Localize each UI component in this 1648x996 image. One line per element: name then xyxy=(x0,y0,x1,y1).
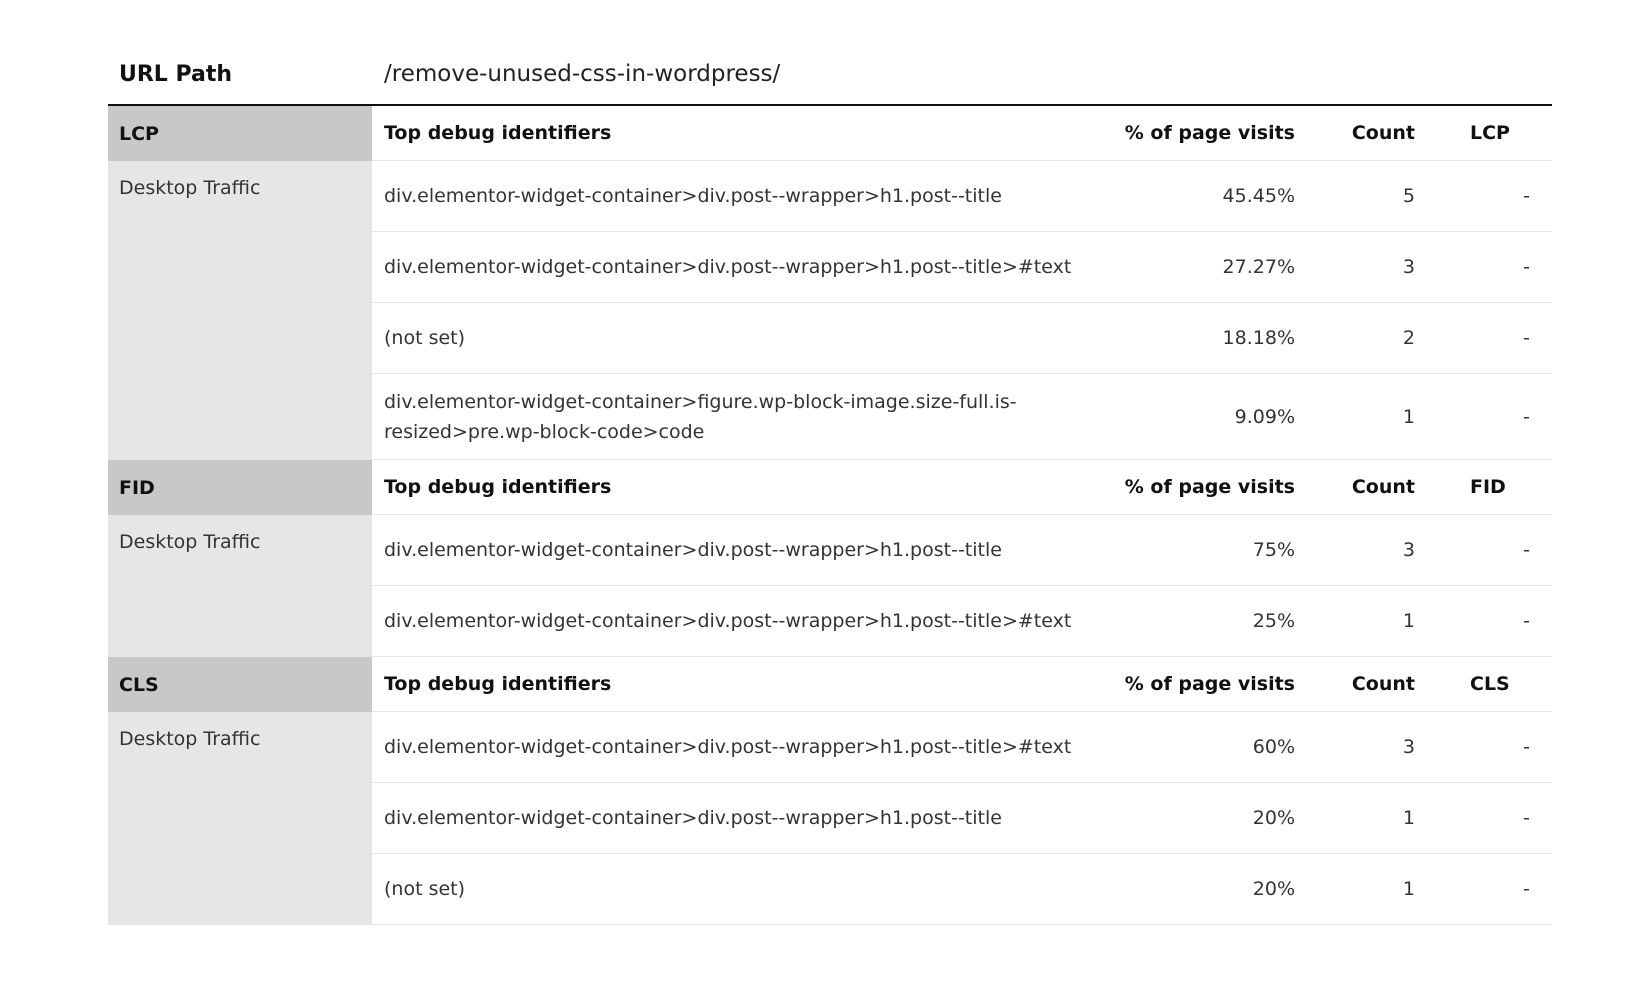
metric-value: - xyxy=(1523,405,1530,428)
table-header-row xyxy=(372,460,1552,515)
pct-of-visits: 75% xyxy=(1252,539,1295,561)
column-header-identifiers: Top debug identifiers xyxy=(384,476,612,498)
traffic-label: Desktop Traffic xyxy=(119,177,261,199)
pct-of-visits: 20% xyxy=(1252,807,1295,829)
debug-identifier: div.elementor-widget-container>div.post--wrapper>h1.post--title xyxy=(384,185,1002,207)
metric-name: CLS xyxy=(108,657,372,712)
debug-identifier: div.elementor-widget-container>div.post--wrapper>h1.post--title>#text xyxy=(384,256,1072,278)
section-lcp xyxy=(108,106,1552,460)
column-header-pct: % of page visits xyxy=(1124,476,1295,498)
debug-identifier: (not set) xyxy=(384,327,466,349)
section-side-fid xyxy=(108,460,372,657)
debug-identifier: (not set) xyxy=(384,878,466,900)
pct-of-visits: 45.45% xyxy=(1222,185,1295,207)
metric-value: - xyxy=(1523,539,1530,561)
pct-of-visits: 9.09% xyxy=(1234,405,1295,428)
visit-count: 3 xyxy=(1402,736,1415,758)
url-path-value: /remove-unused-css-in-wordpress/ xyxy=(384,61,781,87)
section-side-cls xyxy=(108,657,372,925)
metric-value: - xyxy=(1523,878,1530,900)
debug-identifier: div.elementor-widget-container>div.post--wrapper>h1.post--title>#text xyxy=(384,736,1072,758)
debug-identifier: div.elementor-widget-container>div.post--wrapper>h1.post--title xyxy=(384,539,1002,561)
visit-count: 1 xyxy=(1402,878,1415,900)
column-header-metric: FID xyxy=(1470,476,1506,498)
metric-name: LCP xyxy=(108,106,372,161)
metric-value: - xyxy=(1523,736,1530,758)
visit-count: 1 xyxy=(1402,405,1415,428)
metric-value: - xyxy=(1523,807,1530,829)
column-header-identifiers: Top debug identifiers xyxy=(384,122,612,144)
metric-value: - xyxy=(1523,610,1530,632)
url-path-label: URL Path xyxy=(119,61,233,87)
column-header-count: Count xyxy=(1351,122,1415,144)
url-path-row xyxy=(108,44,1552,106)
metric-value: - xyxy=(1523,327,1530,349)
visit-count: 1 xyxy=(1402,807,1415,829)
visit-count: 3 xyxy=(1402,256,1415,278)
visit-count: 5 xyxy=(1402,185,1415,207)
table-row xyxy=(372,161,1552,232)
section-side-lcp xyxy=(108,106,372,460)
web-vitals-debug-report xyxy=(108,44,1552,925)
pct-of-visits: 60% xyxy=(1252,736,1295,758)
visit-count: 1 xyxy=(1402,610,1415,632)
debug-table-fid xyxy=(372,460,1552,657)
column-header-pct: % of page visits xyxy=(1124,673,1295,695)
column-header-pct: % of page visits xyxy=(1124,122,1295,144)
column-header-count: Count xyxy=(1351,673,1415,695)
traffic-label: Desktop Traffic xyxy=(119,531,261,553)
debug-identifier: div.elementor-widget-container>figure.wp-block-image.size-full.is-resized>pre.wp-block-code>code xyxy=(384,390,1017,443)
table-row xyxy=(372,232,1552,303)
column-header-count: Count xyxy=(1351,476,1415,498)
pct-of-visits: 20% xyxy=(1252,878,1295,900)
traffic-label: Desktop Traffic xyxy=(119,728,261,750)
debug-identifier: div.elementor-widget-container>div.post--wrapper>h1.post--title xyxy=(384,807,1002,829)
section-fid xyxy=(108,460,1552,657)
visit-count: 3 xyxy=(1402,539,1415,561)
table-row xyxy=(372,515,1552,586)
metric-value: - xyxy=(1523,256,1530,278)
debug-table-cls xyxy=(372,657,1552,925)
column-header-metric: LCP xyxy=(1470,122,1510,144)
debug-table-lcp xyxy=(372,106,1552,460)
table-row xyxy=(372,586,1552,657)
column-header-identifiers: Top debug identifiers xyxy=(384,673,612,695)
pct-of-visits: 25% xyxy=(1252,610,1295,632)
table-row xyxy=(372,712,1552,783)
metric-value: - xyxy=(1523,185,1530,207)
table-row xyxy=(372,783,1552,854)
metric-name: FID xyxy=(108,460,372,515)
table-row xyxy=(372,854,1552,925)
table-row xyxy=(372,374,1552,460)
section-cls xyxy=(108,657,1552,925)
table-row xyxy=(372,303,1552,374)
table-header-row xyxy=(372,106,1552,161)
debug-identifier: div.elementor-widget-container>div.post--wrapper>h1.post--title>#text xyxy=(384,610,1072,632)
visit-count: 2 xyxy=(1402,327,1415,349)
pct-of-visits: 18.18% xyxy=(1222,327,1295,349)
table-header-row xyxy=(372,657,1552,712)
pct-of-visits: 27.27% xyxy=(1222,256,1295,278)
column-header-metric: CLS xyxy=(1470,673,1510,695)
